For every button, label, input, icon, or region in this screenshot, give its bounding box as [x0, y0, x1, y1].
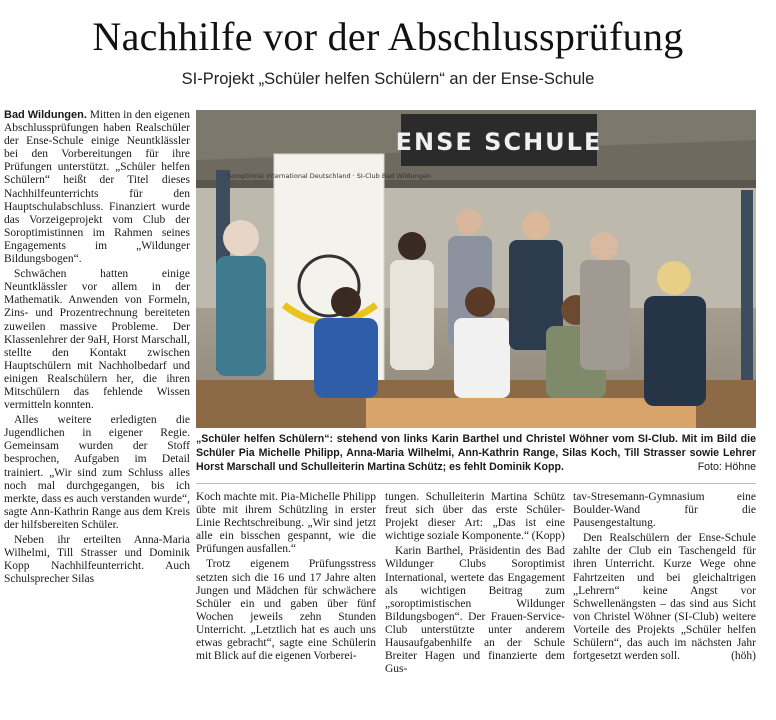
paragraph: tav-Stresemann-Gymnasium eine Boulder-Wand für die Pausengestaltung. — [573, 491, 756, 530]
article-column-1 — [4, 109, 190, 714]
article-column-3 — [385, 491, 565, 714]
paragraph: Schwächen hatten einige Neuntklässler vor allem in der Mathematik. Anwenden von Formeln, Zins- und Prozentrechnung bereiteten zuweilen massive Probleme. Der Klassenlehrer der 9aH, Horst Marschall, stellte den Kontakt zwischen Hauptschülern mit Nachholbedarf und einigen Realschülern her, die ihren Mitschülern das fehlende Wissen vermitteln konnten. — [4, 268, 190, 412]
group-photo-illustration — [196, 110, 756, 428]
caption-text: „Schüler helfen Schülern“: stehend von links Karin Barthel und Christel Wöhner vom SI-Club. Mit im Bild die Schüler Pia Michelle Philipp, Anna-Maria Wilhelmi, Ann-Kathrin Range, Silas Koch, Till Strasser sowie Lehrer Horst Marschall und Schulleiterin Martina Schütz; es fehlt Dominik Kopp. — [196, 433, 756, 474]
paragraph: Alles weitere erledigten die Jugendlichen in eigener Regie. Gemeinsam wurden der Stoff besprochen, Aufgaben im Detail trainiert. „Wir sind zum Schluss alles noch mal durchgegangen, bis ich merkte, dass es auch verstanden wurde“, sagte Ann-Kathrin Range aus dem Kreis der hilfsbereiten Schüler. — [4, 414, 190, 531]
author-signature: (höh) — [731, 650, 756, 663]
headline: Nachhilfe vor der Abschlussprüfung — [92, 14, 684, 59]
paragraph: Neben ihr erteilten Anna-Maria Wilhelmi, Till Strasser und Dominik Kopp Nachhilfeunterricht. Auch Schulsprecher Silas — [4, 534, 190, 586]
divider — [196, 483, 756, 484]
banner-text: Soroptimist International Deutschland · SI-Club Bad Wildungen — [227, 172, 431, 180]
photo-caption — [196, 432, 756, 475]
paragraph: Karin Barthel, Präsidentin des Bad Wildunger Clubs Soroptimist International, wertete das Engagement als wichtigen Beitrag zum „soroptimistischen Wildunger Bildungsbogen“. Der Frauen-Service-Club unterstützte unter anderem Hausaufgabenhilfe an der Schule Breiter Hagen und finanzierte dem Gus- — [385, 545, 565, 676]
paragraph: tungen. Schulleiterin Martina Schütz freut sich über das erste Schüler-Projekt dieser Art: „Das ist eine wichtige soziale Komponente.“ (Kopp) — [385, 491, 565, 543]
news-photo — [196, 110, 756, 428]
paragraph: Koch machte mit. Pia-Michelle Philipp übte mit ihrem Schützling in erster Linie Rechtschreibung. „Wir sind jetzt alle ein bisschen gespannt, wie die Prüfungen ausfallen.“ — [196, 491, 376, 556]
school-sign: ENSE SCHULE — [395, 128, 603, 156]
article-column-4 — [573, 491, 756, 714]
subheadline: SI-Projekt „Schüler helfen Schülern“ an der Ense-Schule — [181, 70, 595, 88]
photo-credit: Foto: Höhne — [697, 461, 756, 474]
paragraph: Mitten in den eigenen Abschlussprüfungen haben Realschüler der Ense-Schule einige Neuntklässler bei den Vorbereitungen für ihre Prüfungen unterstützt. „Schüler helfen Schülern“ heißt der Titel dieses Nachhilfeunterrichts für den Hauptschulabschluss. Finanziert wurde das Vorzeigeprojekt vom Club der Soroptimistinnen im Rahmen seines Engagements im „Wildunger Bildungsbogen“. — [4, 109, 190, 266]
article-column-2 — [196, 491, 376, 714]
dateline: Bad Wildungen. — [4, 109, 87, 121]
paragraph: Trotz eigenem Prüfungsstress setzten sich die 16 und 17 Jahre alten Jungen und Mädchen für schwächere Schüler ein und gaben über fünf Wochen jeweils zehn Stunden Unterricht. „Letztlich hat es auch uns etwas gebracht“, sagte eine Schülerin mit Blick auf die eigenen Vorberei- — [196, 558, 376, 663]
paragraph: Den Realschülern der Ense-Schule zahlte der Club ein Taschengeld für ihren Unterricht. Kurze Wege ohne Fahrtzeiten und bei gleichaltrigen „Lehrern“ keine Angst vor Schwellenängsten – das sind aus Sicht von Christel Wöhner (SI-Club) weitere Vorteile des Projekts „Schüler helfen Schülern“, das auch im nächsten Jahr fortgesetzt werden soll. — [573, 532, 756, 663]
